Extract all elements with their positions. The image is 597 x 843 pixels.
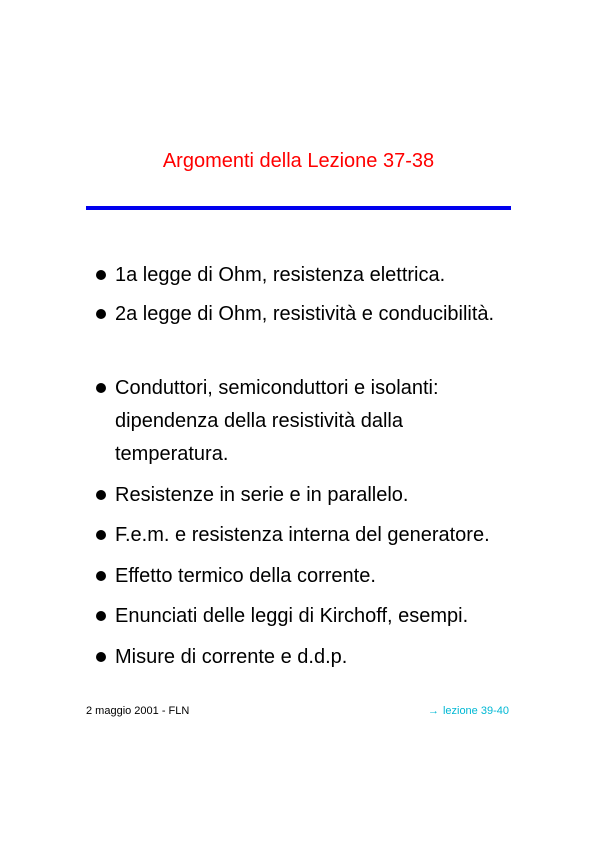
list-item-text: 2a legge di Ohm, resistività e conducibilità.: [115, 303, 495, 325]
list-item: [92, 479, 532, 512]
list-item-text: Conduttori, semiconduttori e isolanti: dipendenza della resistività dalla temperatura.: [115, 377, 439, 465]
next-lesson-label: lezione 39-40: [442, 705, 509, 717]
list-item: [92, 372, 462, 471]
list-item: [92, 519, 532, 552]
slide-title: Argomenti della Lezione 37-38: [162, 150, 435, 172]
bullet-icon: [96, 652, 106, 662]
arrow-right-icon: →: [427, 705, 439, 717]
next-lesson-link[interactable]: [428, 704, 509, 718]
footer-date: 2 maggio 2001 - FLN: [86, 705, 190, 717]
list-item-text: Enunciati delle leggi di Kirchoff, esempi.: [115, 605, 469, 627]
title-divider: [86, 206, 511, 210]
list-item-text: Effetto termico della corrente.: [115, 565, 376, 587]
bullet-icon: [96, 571, 106, 581]
list-item-text: Resistenze in serie e in parallelo.: [115, 484, 409, 506]
list-item: [92, 641, 532, 674]
bullet-icon: [96, 490, 106, 500]
bullet-icon: [96, 383, 106, 393]
list-item-text: Misure di corrente e d.d.p.: [115, 646, 348, 668]
list-item-text: F.e.m. e resistenza interna del generatore.: [115, 524, 490, 546]
list-item-text: 1a legge di Ohm, resistenza elettrica.: [115, 264, 446, 286]
bullet-icon: [96, 611, 106, 621]
list-item: [92, 560, 532, 593]
bullet-icon: [96, 309, 106, 319]
bullet-icon: [96, 270, 106, 280]
bullet-icon: [96, 530, 106, 540]
list-item: [92, 259, 532, 292]
list-item: [92, 600, 532, 633]
list-item: [92, 298, 532, 331]
